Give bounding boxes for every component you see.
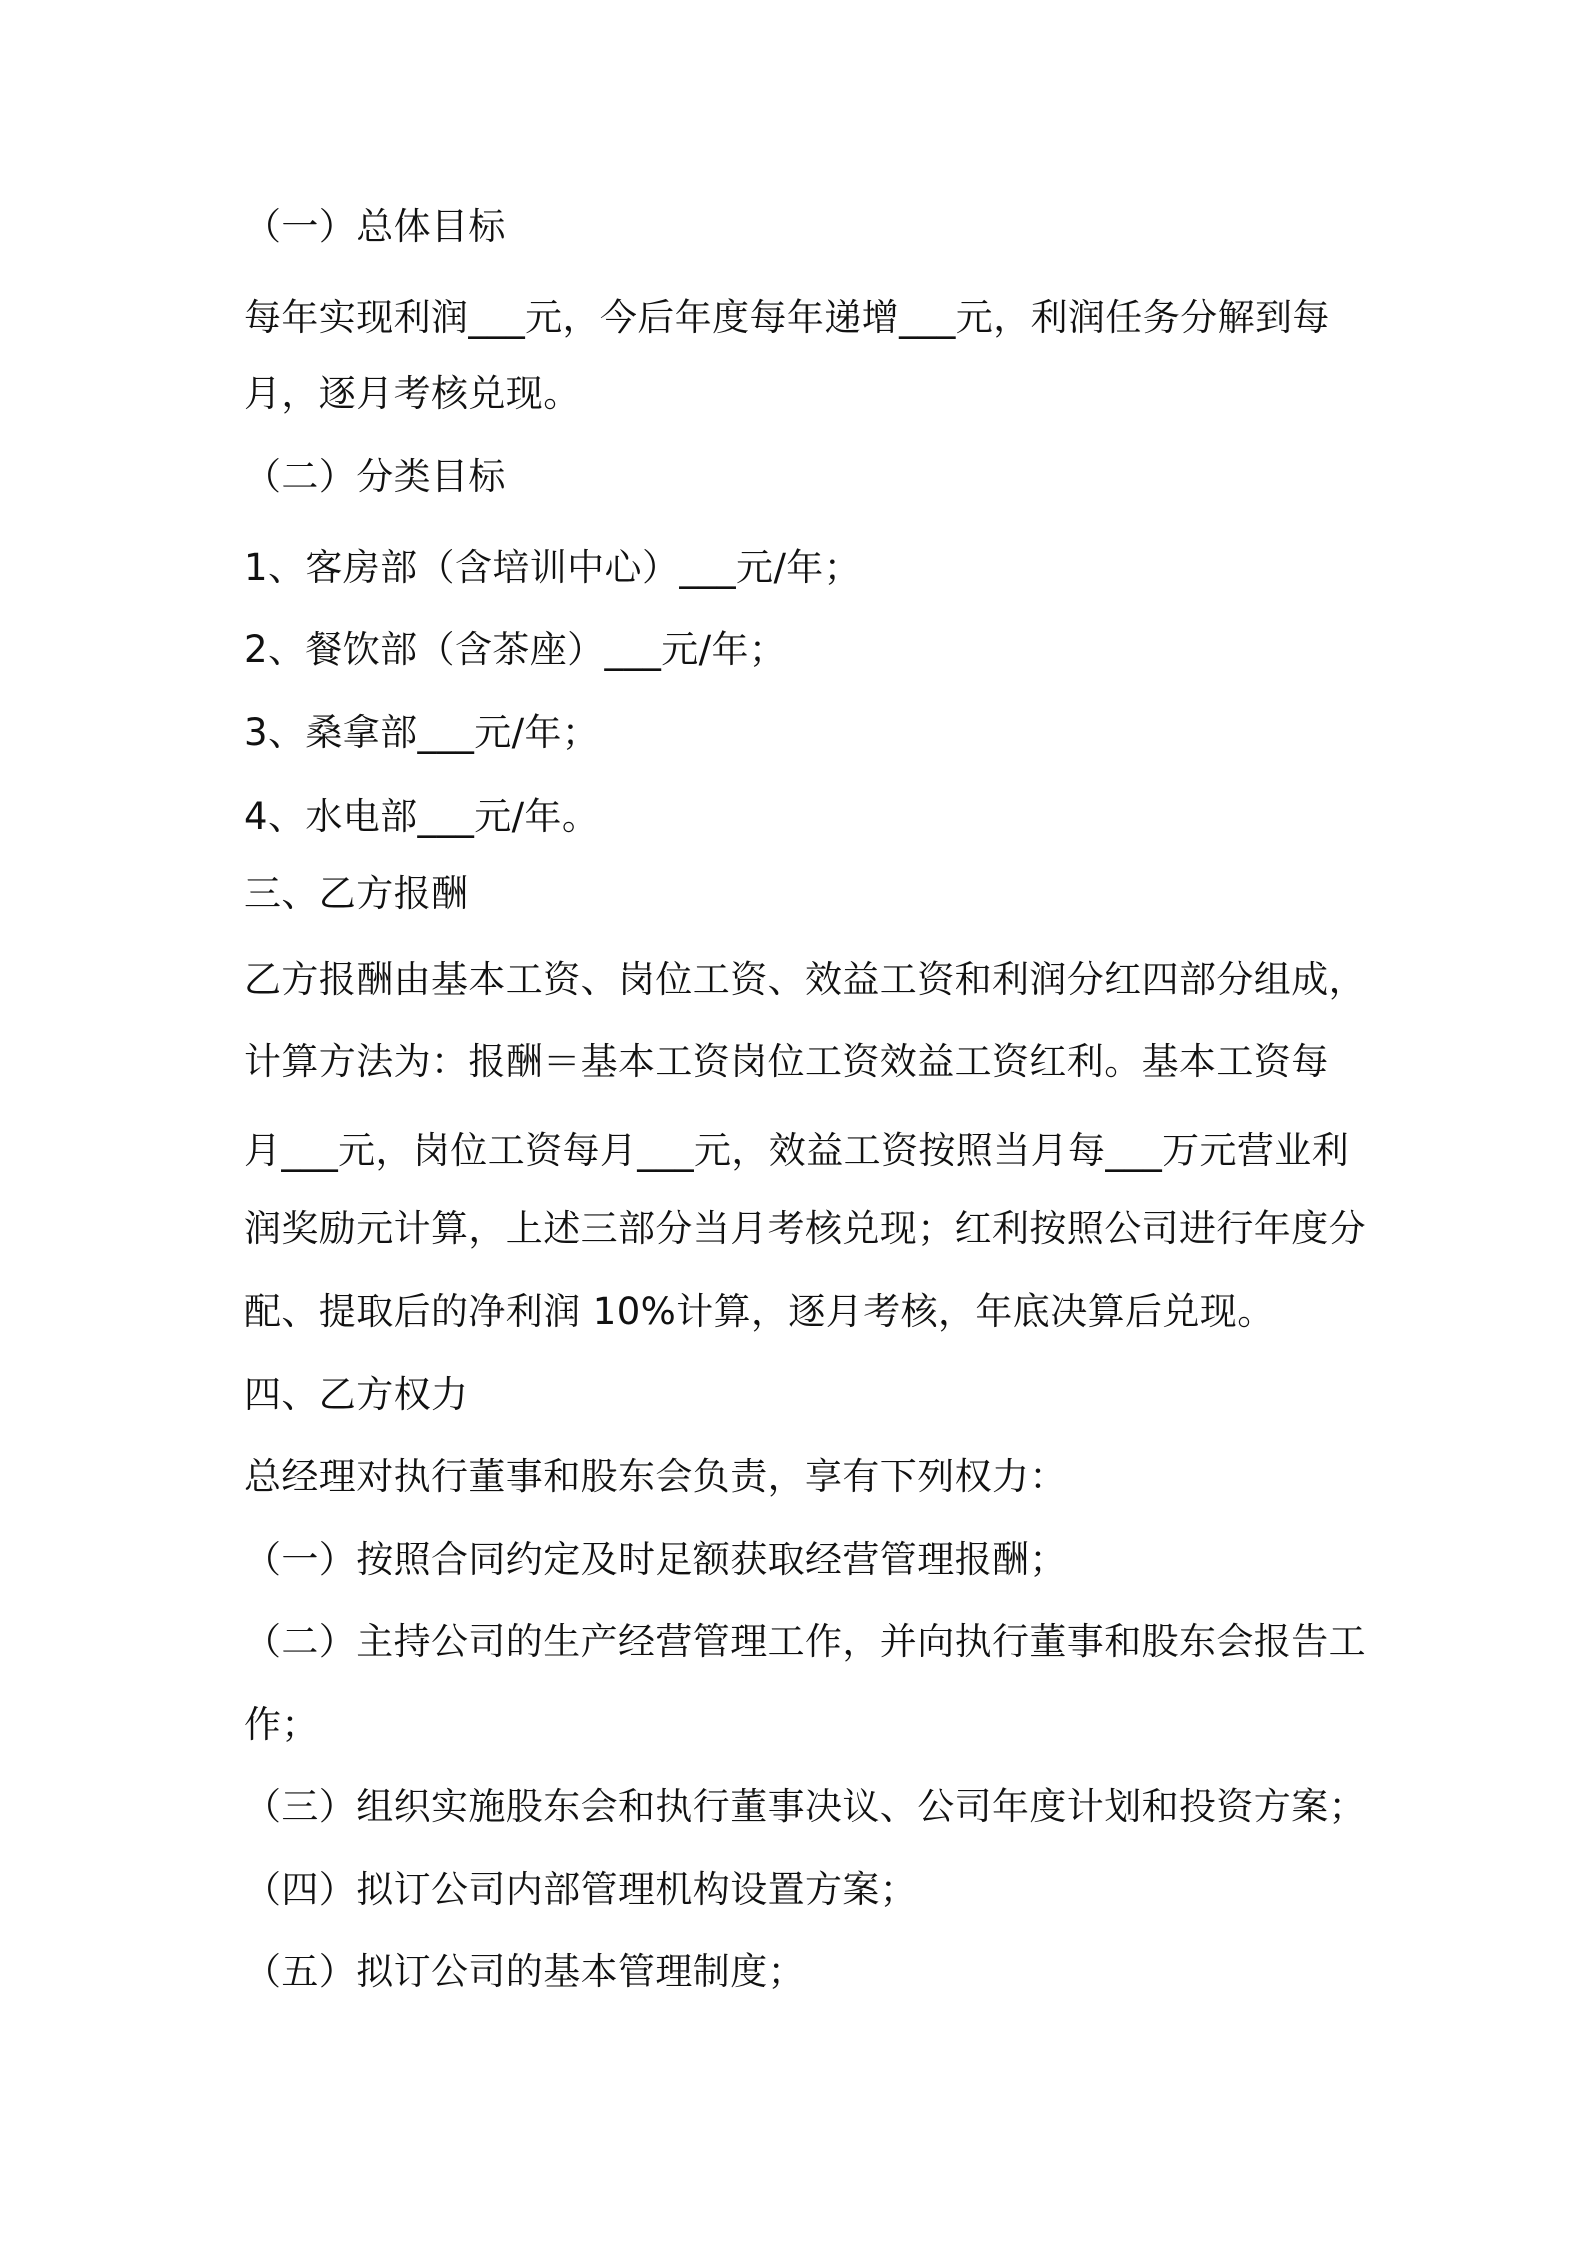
section-heading-party-b-remuneration: 三、乙方报酬 bbox=[244, 872, 469, 915]
paragraph-line: 总经理对执行董事和股东会负责，享有下列权力： bbox=[244, 1455, 1067, 1498]
paragraph-line: 润奖励元计算，上述三部分当月考核兑现；红利按照公司进行年度分 bbox=[244, 1207, 1366, 1250]
list-item: （二）主持公司的生产经营管理工作，并向执行董事和股东会报告工 bbox=[244, 1620, 1366, 1663]
section-heading-party-b-powers: 四、乙方权力 bbox=[244, 1373, 469, 1416]
list-item: 1、客房部（含培训中心）___元/年； bbox=[244, 546, 862, 589]
list-item-continuation: 作； bbox=[244, 1703, 319, 1746]
paragraph-line: 配、提取后的净利润 10%计算，逐月考核，年底决算后兑现。 bbox=[244, 1290, 1275, 1333]
section-heading-overall-goal: （一）总体目标 bbox=[244, 205, 506, 248]
paragraph-line: 计算方法为：报酬＝基本工资岗位工资效益工资红利。基本工资每 bbox=[244, 1040, 1329, 1083]
paragraph-line: 每年实现利润___元，今后年度每年递增___元，利润任务分解到每 bbox=[244, 296, 1330, 339]
section-heading-category-goals: （二）分类目标 bbox=[244, 455, 506, 498]
list-item: （一）按照合同约定及时足额获取经营管理报酬； bbox=[244, 1538, 1067, 1581]
paragraph-line: 乙方报酬由基本工资、岗位工资、效益工资和利润分红四部分组成， bbox=[244, 958, 1366, 1001]
list-item: 2、餐饮部（含茶座）___元/年； bbox=[244, 628, 787, 671]
paragraph-line: 月，逐月考核兑现。 bbox=[244, 372, 581, 415]
list-item: （四）拟订公司内部管理机构设置方案； bbox=[244, 1868, 918, 1911]
list-item: （三）组织实施股东会和执行董事决议、公司年度计划和投资方案； bbox=[244, 1785, 1366, 1828]
paragraph-line: 月___元，岗位工资每月___元，效益工资按照当月每___万元营业利 bbox=[244, 1129, 1350, 1172]
list-item: 3、桑拿部___元/年； bbox=[244, 711, 600, 754]
list-item: 4、水电部___元/年。 bbox=[244, 795, 600, 838]
list-item: （五）拟订公司的基本管理制度； bbox=[244, 1950, 805, 1993]
